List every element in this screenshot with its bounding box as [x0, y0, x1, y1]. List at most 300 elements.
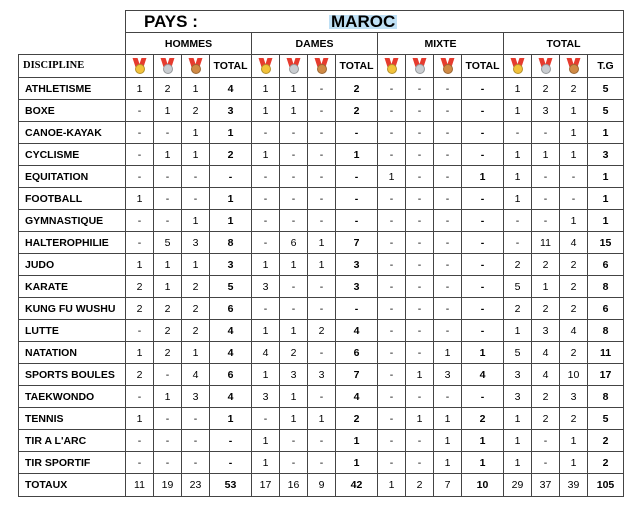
- medal-count-cell: -: [434, 100, 462, 122]
- medal-count-cell: 1: [182, 210, 210, 232]
- medal-count-cell: -: [406, 320, 434, 342]
- medal-count-cell: -: [252, 166, 280, 188]
- total-cell: 1: [210, 408, 252, 430]
- medal-count-cell: -: [280, 166, 308, 188]
- medal-count-cell: -: [280, 430, 308, 452]
- medal-count-cell: 1: [126, 408, 154, 430]
- medal-count-cell: -: [308, 298, 336, 320]
- medal-count-cell: 2: [560, 276, 588, 298]
- total-cell: 1: [588, 188, 624, 210]
- medal-count-cell: -: [378, 364, 406, 386]
- total-cell: 8: [588, 320, 624, 342]
- medal-count-cell: -: [126, 452, 154, 474]
- total-cell: 1: [462, 342, 504, 364]
- gold-medal-icon-cell: [378, 55, 406, 78]
- total-cell: -: [210, 166, 252, 188]
- table-row: [19, 144, 624, 166]
- grand-total-header: T.G: [588, 55, 624, 78]
- medal-count-cell: 1: [504, 452, 532, 474]
- medal-count-cell: -: [434, 276, 462, 298]
- total-cell: 4: [336, 320, 378, 342]
- medal-count-cell: 2: [182, 320, 210, 342]
- medal-count-cell: -: [406, 188, 434, 210]
- medal-count-cell: -: [378, 78, 406, 100]
- medal-count-cell: 23: [182, 474, 210, 497]
- total-cell: 105: [588, 474, 624, 497]
- discipline-name: FOOTBALL: [19, 188, 126, 210]
- total-cell: 6: [336, 342, 378, 364]
- medal-count-cell: -: [378, 210, 406, 232]
- medal-count-cell: 1: [154, 276, 182, 298]
- medal-count-cell: -: [378, 188, 406, 210]
- bronze-medal-icon: [566, 58, 582, 74]
- total-cell: 1: [336, 452, 378, 474]
- discipline-name: LUTTE: [19, 320, 126, 342]
- total-cell: 2: [336, 78, 378, 100]
- medal-count-cell: 1: [560, 100, 588, 122]
- table-row: [19, 452, 624, 474]
- total-cell: -: [462, 386, 504, 408]
- medal-count-cell: -: [308, 430, 336, 452]
- medal-count-cell: 1: [434, 408, 462, 430]
- medal-count-cell: -: [252, 232, 280, 254]
- medal-count-cell: 3: [532, 100, 560, 122]
- medal-count-cell: -: [280, 452, 308, 474]
- discipline-name: NATATION: [19, 342, 126, 364]
- total-cell: 2: [588, 452, 624, 474]
- medal-count-cell: -: [434, 144, 462, 166]
- medal-count-cell: -: [434, 78, 462, 100]
- medal-count-cell: -: [406, 232, 434, 254]
- medal-count-cell: -: [378, 386, 406, 408]
- group-header-total: TOTAL: [504, 33, 624, 55]
- medal-count-cell: -: [126, 430, 154, 452]
- total-cell: 3: [210, 254, 252, 276]
- total-cell: 6: [588, 298, 624, 320]
- medal-count-cell: -: [154, 430, 182, 452]
- medal-count-cell: -: [406, 342, 434, 364]
- medal-count-cell: 1: [308, 408, 336, 430]
- table-row: [19, 254, 624, 276]
- total-cell: 5: [588, 408, 624, 430]
- medal-count-cell: 1: [252, 254, 280, 276]
- medal-count-cell: 2: [504, 254, 532, 276]
- total-cell: 4: [210, 78, 252, 100]
- medal-count-cell: 2: [126, 276, 154, 298]
- medal-count-cell: 2: [560, 78, 588, 100]
- medal-count-cell: 1: [280, 254, 308, 276]
- total-cell: 2: [210, 144, 252, 166]
- medal-count-cell: 2: [560, 408, 588, 430]
- medal-count-cell: -: [406, 452, 434, 474]
- medal-count-cell: -: [434, 298, 462, 320]
- medal-count-cell: 1: [154, 386, 182, 408]
- medal-count-cell: -: [406, 166, 434, 188]
- table-row: [19, 122, 624, 144]
- total-cell: 53: [210, 474, 252, 497]
- medal-count-cell: -: [378, 144, 406, 166]
- medal-count-cell: 2: [308, 320, 336, 342]
- medal-count-cell: -: [252, 122, 280, 144]
- medal-count-cell: -: [154, 364, 182, 386]
- total-cell: 2: [462, 408, 504, 430]
- medal-count-cell: -: [308, 386, 336, 408]
- medal-count-cell: -: [126, 100, 154, 122]
- total-cell: 2: [336, 408, 378, 430]
- corner-blank: [19, 11, 126, 33]
- medal-count-cell: -: [308, 78, 336, 100]
- table-row: [19, 408, 624, 430]
- medal-count-cell: 16: [280, 474, 308, 497]
- medal-count-cell: 1: [532, 144, 560, 166]
- medal-count-cell: -: [252, 298, 280, 320]
- medal-count-cell: -: [182, 430, 210, 452]
- medal-count-cell: -: [406, 430, 434, 452]
- country-header: [126, 11, 624, 33]
- medal-count-cell: -: [182, 452, 210, 474]
- total-cell: 8: [210, 232, 252, 254]
- medal-count-cell: 1: [154, 254, 182, 276]
- total-cell: -: [462, 210, 504, 232]
- medal-count-cell: -: [126, 232, 154, 254]
- medal-count-cell: 3: [182, 232, 210, 254]
- medal-count-cell: 4: [560, 320, 588, 342]
- total-cell: 4: [210, 320, 252, 342]
- medal-count-cell: -: [252, 210, 280, 232]
- medal-count-cell: 5: [154, 232, 182, 254]
- total-cell: 1: [462, 430, 504, 452]
- total-cell: -: [462, 276, 504, 298]
- medal-count-cell: -: [280, 210, 308, 232]
- medal-count-cell: 2: [154, 320, 182, 342]
- gold-medal-icon: [132, 58, 148, 74]
- column-header-row: [19, 55, 624, 78]
- medal-count-cell: -: [532, 452, 560, 474]
- medal-count-cell: 1: [504, 430, 532, 452]
- total-cell: -: [462, 144, 504, 166]
- table-row: [19, 232, 624, 254]
- medal-count-cell: 29: [504, 474, 532, 497]
- medal-count-cell: -: [406, 144, 434, 166]
- medal-count-cell: 2: [182, 100, 210, 122]
- medal-count-cell: 3: [182, 386, 210, 408]
- discipline-name: EQUITATION: [19, 166, 126, 188]
- medal-count-cell: 1: [280, 386, 308, 408]
- medal-count-cell: -: [378, 342, 406, 364]
- table-row: [19, 188, 624, 210]
- total-cell: 5: [588, 78, 624, 100]
- medal-count-cell: 1: [126, 254, 154, 276]
- total-cell: 1: [462, 166, 504, 188]
- medal-count-cell: -: [280, 276, 308, 298]
- medal-count-cell: -: [406, 100, 434, 122]
- silver-medal-icon-cell: [280, 55, 308, 78]
- total-cell: 4: [210, 386, 252, 408]
- table-row: [19, 100, 624, 122]
- medal-count-cell: 1: [280, 408, 308, 430]
- medal-count-cell: 1: [182, 78, 210, 100]
- medal-count-cell: -: [126, 320, 154, 342]
- medal-count-cell: 17: [252, 474, 280, 497]
- totals-row: [19, 474, 624, 497]
- total-cell: -: [336, 188, 378, 210]
- medal-count-cell: 1: [252, 144, 280, 166]
- medal-count-cell: 19: [154, 474, 182, 497]
- medal-count-cell: 1: [252, 100, 280, 122]
- medal-count-cell: 3: [252, 386, 280, 408]
- table-body: [19, 78, 624, 497]
- medal-count-cell: -: [406, 386, 434, 408]
- medal-count-cell: 1: [154, 100, 182, 122]
- total-cell: -: [462, 78, 504, 100]
- total-cell: 1: [588, 166, 624, 188]
- medal-count-cell: -: [308, 166, 336, 188]
- total-cell: -: [210, 430, 252, 452]
- country-name: MAROC: [331, 12, 396, 31]
- medal-count-cell: -: [154, 188, 182, 210]
- discipline-name: HALTEROPHILIE: [19, 232, 126, 254]
- discipline-header: DISCIPLINE: [19, 55, 126, 78]
- medal-count-cell: 2: [126, 364, 154, 386]
- medal-count-cell: -: [154, 408, 182, 430]
- medal-count-cell: 1: [504, 408, 532, 430]
- medal-count-cell: -: [308, 210, 336, 232]
- medal-count-cell: -: [378, 298, 406, 320]
- discipline-name: TIR A L'ARC: [19, 430, 126, 452]
- corner-blank: [19, 33, 126, 55]
- medal-count-cell: 2: [154, 298, 182, 320]
- medal-count-cell: 2: [560, 298, 588, 320]
- total-cell: 42: [336, 474, 378, 497]
- medal-count-cell: -: [126, 210, 154, 232]
- medal-count-cell: 1: [182, 122, 210, 144]
- medal-count-cell: 1: [252, 320, 280, 342]
- medal-count-cell: -: [252, 408, 280, 430]
- total-cell: 1: [336, 430, 378, 452]
- medal-count-cell: 2: [154, 78, 182, 100]
- medal-count-cell: 5: [504, 276, 532, 298]
- table-row: [19, 320, 624, 342]
- group-header-dames: DAMES: [252, 33, 378, 55]
- medal-count-cell: 1: [126, 342, 154, 364]
- total-cell: 7: [336, 232, 378, 254]
- medal-count-cell: -: [252, 188, 280, 210]
- medal-count-cell: -: [182, 166, 210, 188]
- gold-medal-icon-cell: [504, 55, 532, 78]
- medal-count-cell: 1: [504, 320, 532, 342]
- total-cell: 3: [336, 254, 378, 276]
- discipline-name: CANOE-KAYAK: [19, 122, 126, 144]
- table-row: [19, 430, 624, 452]
- medal-count-cell: 1: [434, 430, 462, 452]
- discipline-name: TIR SPORTIF: [19, 452, 126, 474]
- total-cell: 6: [588, 254, 624, 276]
- total-header: TOTAL: [210, 55, 252, 78]
- total-cell: 8: [588, 386, 624, 408]
- medal-count-cell: -: [504, 122, 532, 144]
- medal-count-cell: -: [532, 210, 560, 232]
- medal-count-cell: 1: [280, 78, 308, 100]
- total-cell: -: [462, 298, 504, 320]
- medal-count-cell: 3: [308, 364, 336, 386]
- bronze-medal-icon: [188, 58, 204, 74]
- medal-count-cell: -: [154, 210, 182, 232]
- medal-count-cell: -: [378, 320, 406, 342]
- bronze-medal-icon-cell: [182, 55, 210, 78]
- medal-count-cell: -: [378, 452, 406, 474]
- medal-count-cell: 2: [182, 298, 210, 320]
- medal-count-cell: -: [182, 408, 210, 430]
- medal-count-cell: 3: [434, 364, 462, 386]
- medal-count-cell: 1: [280, 100, 308, 122]
- medal-count-cell: 1: [126, 78, 154, 100]
- medal-count-cell: -: [308, 144, 336, 166]
- total-cell: 2: [336, 100, 378, 122]
- total-cell: -: [462, 320, 504, 342]
- medal-count-cell: 4: [532, 364, 560, 386]
- medal-count-cell: 2: [406, 474, 434, 497]
- total-cell: -: [210, 452, 252, 474]
- medal-count-cell: 1: [434, 452, 462, 474]
- table-row: [19, 276, 624, 298]
- total-cell: 6: [210, 364, 252, 386]
- discipline-name: GYMNASTIQUE: [19, 210, 126, 232]
- totals-label: TOTAUX: [19, 474, 126, 497]
- medal-count-cell: 1: [154, 144, 182, 166]
- silver-medal-icon-cell: [406, 55, 434, 78]
- bronze-medal-icon-cell: [308, 55, 336, 78]
- total-cell: 2: [588, 430, 624, 452]
- medal-table: [18, 10, 624, 497]
- medal-count-cell: -: [154, 166, 182, 188]
- medal-count-cell: -: [434, 210, 462, 232]
- total-cell: -: [462, 122, 504, 144]
- medal-count-cell: -: [560, 188, 588, 210]
- medal-count-cell: -: [126, 386, 154, 408]
- medal-count-cell: 1: [182, 342, 210, 364]
- table-row: [19, 210, 624, 232]
- medal-count-cell: 1: [378, 166, 406, 188]
- medal-count-cell: -: [378, 122, 406, 144]
- total-cell: 5: [588, 100, 624, 122]
- bronze-medal-icon-cell: [434, 55, 462, 78]
- medal-count-cell: -: [126, 166, 154, 188]
- medal-count-cell: -: [434, 232, 462, 254]
- medal-count-cell: 1: [252, 452, 280, 474]
- discipline-name: KARATE: [19, 276, 126, 298]
- group-header-hommes: HOMMES: [126, 33, 252, 55]
- total-cell: 3: [588, 144, 624, 166]
- silver-medal-icon: [286, 58, 302, 74]
- medal-count-cell: 1: [504, 166, 532, 188]
- medal-count-cell: -: [280, 144, 308, 166]
- medal-count-cell: 1: [378, 474, 406, 497]
- medal-count-cell: -: [504, 210, 532, 232]
- medal-count-cell: 2: [532, 408, 560, 430]
- total-cell: 1: [336, 144, 378, 166]
- medal-count-cell: 2: [532, 386, 560, 408]
- medal-count-cell: -: [434, 254, 462, 276]
- total-cell: 7: [336, 364, 378, 386]
- medal-count-cell: 3: [532, 320, 560, 342]
- medal-count-cell: -: [532, 430, 560, 452]
- medal-count-cell: -: [434, 320, 462, 342]
- medal-count-cell: -: [406, 298, 434, 320]
- discipline-name: CYCLISME: [19, 144, 126, 166]
- gold-medal-icon: [258, 58, 274, 74]
- medal-count-cell: -: [126, 122, 154, 144]
- discipline-name: TAEKWONDO: [19, 386, 126, 408]
- medal-count-cell: -: [126, 144, 154, 166]
- medal-count-cell: 1: [504, 188, 532, 210]
- total-cell: -: [336, 166, 378, 188]
- total-cell: 1: [588, 122, 624, 144]
- medal-count-cell: -: [378, 408, 406, 430]
- medal-count-cell: 2: [532, 298, 560, 320]
- silver-medal-icon: [412, 58, 428, 74]
- medal-count-cell: 1: [434, 342, 462, 364]
- table-row: [19, 342, 624, 364]
- medal-count-cell: 1: [126, 188, 154, 210]
- medal-count-cell: 6: [280, 232, 308, 254]
- medal-count-cell: 1: [560, 430, 588, 452]
- total-cell: 1: [210, 210, 252, 232]
- medal-count-cell: 1: [280, 320, 308, 342]
- medal-count-cell: -: [378, 254, 406, 276]
- medal-count-cell: 3: [504, 364, 532, 386]
- medal-count-cell: -: [406, 210, 434, 232]
- medal-count-cell: -: [504, 232, 532, 254]
- table-row: [19, 364, 624, 386]
- gold-medal-icon: [510, 58, 526, 74]
- silver-medal-icon-cell: [532, 55, 560, 78]
- medal-count-cell: 2: [280, 342, 308, 364]
- medal-count-cell: -: [280, 298, 308, 320]
- medal-count-cell: 2: [532, 78, 560, 100]
- medal-count-cell: -: [560, 166, 588, 188]
- medal-count-cell: -: [308, 122, 336, 144]
- total-cell: 4: [462, 364, 504, 386]
- medal-count-cell: 1: [560, 452, 588, 474]
- medal-count-cell: -: [308, 188, 336, 210]
- bronze-medal-icon: [314, 58, 330, 74]
- total-cell: 1: [588, 210, 624, 232]
- total-cell: 8: [588, 276, 624, 298]
- gold-medal-icon-cell: [252, 55, 280, 78]
- medal-count-cell: -: [182, 188, 210, 210]
- medal-count-cell: 1: [252, 364, 280, 386]
- medal-count-cell: -: [280, 188, 308, 210]
- medal-count-cell: -: [406, 254, 434, 276]
- medal-count-cell: 1: [504, 100, 532, 122]
- total-cell: -: [336, 210, 378, 232]
- medal-count-cell: -: [308, 342, 336, 364]
- medal-count-cell: 1: [532, 276, 560, 298]
- medal-count-cell: 37: [532, 474, 560, 497]
- medal-count-cell: 1: [182, 144, 210, 166]
- medal-count-cell: 2: [154, 342, 182, 364]
- table-row: [19, 298, 624, 320]
- medal-count-cell: 1: [504, 144, 532, 166]
- medal-count-cell: -: [406, 276, 434, 298]
- medal-count-cell: 1: [504, 78, 532, 100]
- medal-count-cell: 2: [560, 254, 588, 276]
- medal-count-cell: -: [532, 188, 560, 210]
- medal-count-cell: 1: [308, 232, 336, 254]
- medal-count-cell: -: [406, 122, 434, 144]
- medal-count-cell: 2: [560, 342, 588, 364]
- medal-count-cell: -: [434, 386, 462, 408]
